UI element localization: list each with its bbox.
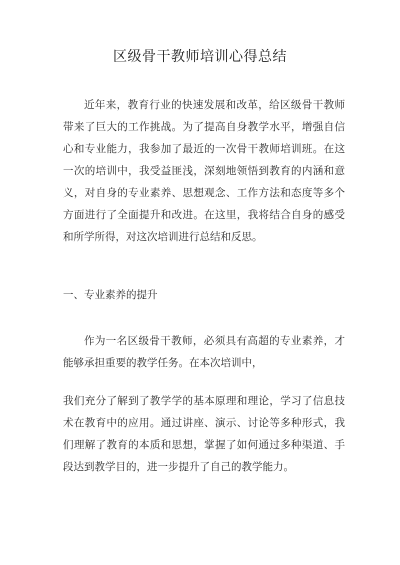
document-title: 区级骨干教师培训心得总结: [113, 49, 287, 65]
section-paragraph: 作为一名区级骨干教师，必须具有高超的专业素养，才能够承担重要的教学任务。在本次培训中，: [63, 335, 345, 369]
section-heading-professional-quality: 一、专业素养的提升: [63, 289, 158, 301]
intro-paragraph: 近年来，教育行业的快速发展和改革，给区级骨干教师带来了巨大的工作挑战。为了提高自身教学水平，增强自信心和专业能力，我参加了最近的一次骨干教师培训班。在这一次的培训中，我受益匪浅，深刻地领悟到教育的内涵和意义，对自身的专业素养、思想观念、工作方法和态度等多个方面进行了全面提升和改进。在这里，我将结合自身的感受和所学所得，对这次培训进行总结和反思。: [63, 99, 345, 243]
section-paragraph-continued: 我们充分了解到了教学学的基本原理和理论，学习了信息技术在教育中的应用。通过讲座、演示、讨论等多种形式，我们理解了教育的本质和思想，掌握了如何通过多种渠道、手段达到教学目的，进一步提升了自己的教学能力。: [63, 395, 345, 473]
